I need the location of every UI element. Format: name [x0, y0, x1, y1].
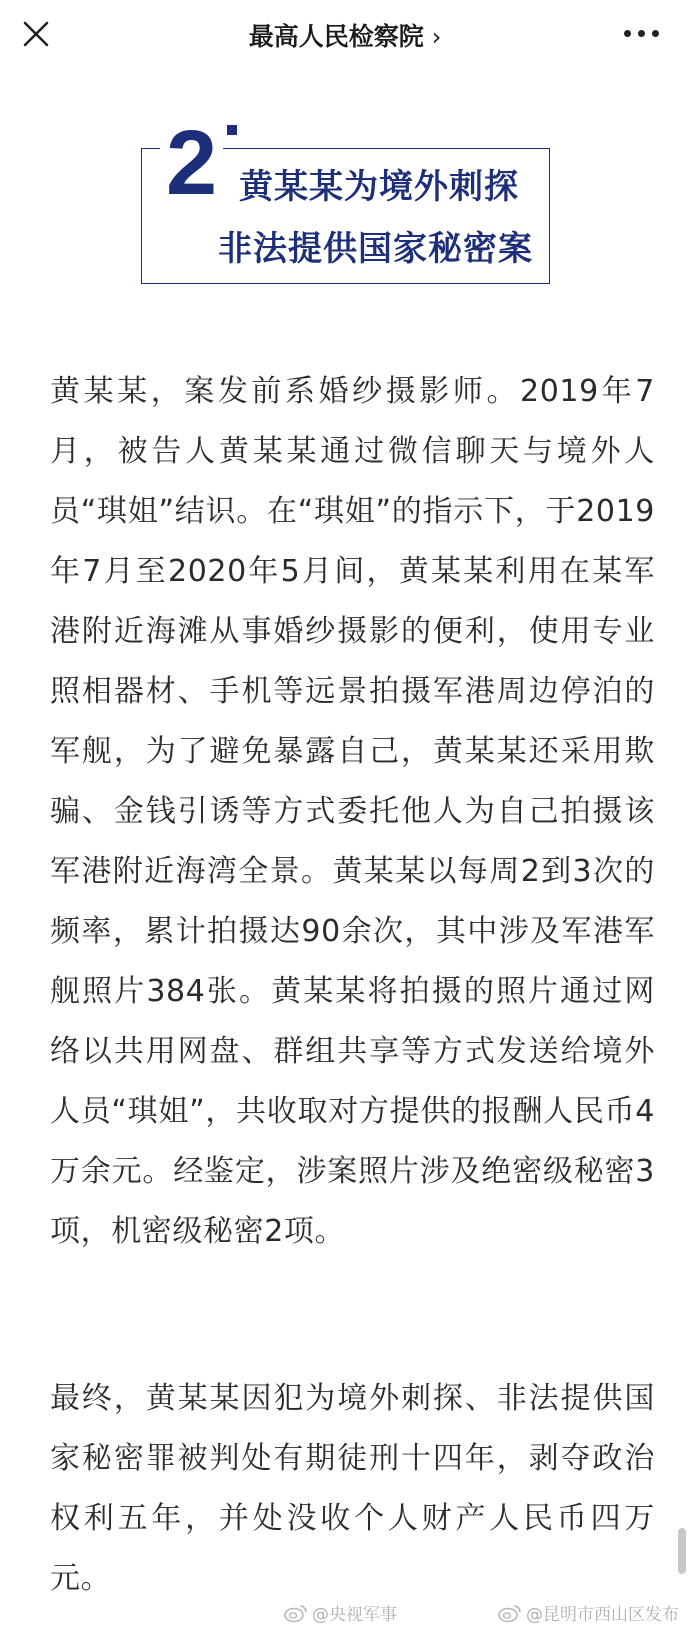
more-dots-icon — [624, 30, 631, 37]
section-title-line2: 非法提供国家秘密案 — [218, 229, 533, 269]
section-number: 2 — [160, 117, 223, 209]
watermark-right-text: @昆明市西山区发布 — [526, 1605, 679, 1625]
more-dots-icon — [652, 30, 659, 37]
section-header-card — [141, 112, 550, 284]
chevron-right-icon: › — [431, 23, 442, 51]
watermark-left — [284, 1600, 397, 1625]
top-navbar — [0, 0, 690, 70]
weibo-icon — [498, 1603, 522, 1623]
more-options-button[interactable] — [622, 26, 662, 42]
watermark-left-text: @央视军事 — [312, 1605, 397, 1625]
scrollbar-thumb[interactable] — [678, 1528, 686, 1574]
section-dot-decoration — [227, 125, 237, 135]
account-title-link[interactable] — [0, 17, 690, 53]
account-name: 最高人民检察院 — [248, 22, 424, 51]
weibo-icon — [284, 1603, 308, 1623]
more-dots-icon — [638, 30, 645, 37]
section-title-line1: 黄某某为境外刺探 — [239, 167, 519, 207]
article-paragraph: 最终，黄某某因犯为境外刺探、非法提供国家秘密罪被判处有期徒刑十四年，剥夺政治权利五年，并处没收个人财产人民币四万元。 — [50, 1381, 655, 1596]
article-paragraph: 黄某某，案发前系婚纱摄影师。2019年7月，被告人黄某某通过微信聊天与境外人员“琪姐”结识。在“琪姐”的指示下，于2019年7月至2020年5月间，黄某某利用在某军港附近海滩从事婚纱摄影的便利，使用专业照相器材、手机等远景拍摄军港周边停泊的军舰，为了避免暴露自己，黄某某还采用欺骗、金钱引诱等方式委托他人为自己拍摄该军港附近海湾全景。黄某某以每周2到3次的频率，累计拍摄达90余次，其中涉及军港军舰照片384张。黄某某将拍摄的照片通过网络以共用网盘、群组共享等方式发送给境外人员“琪姐”，共收取对方提供的报酬人民币4万余元。经鉴定，涉案照片涉及绝密级秘密3项，机密级秘密2项。 — [50, 374, 655, 1249]
watermark-right — [498, 1600, 679, 1625]
